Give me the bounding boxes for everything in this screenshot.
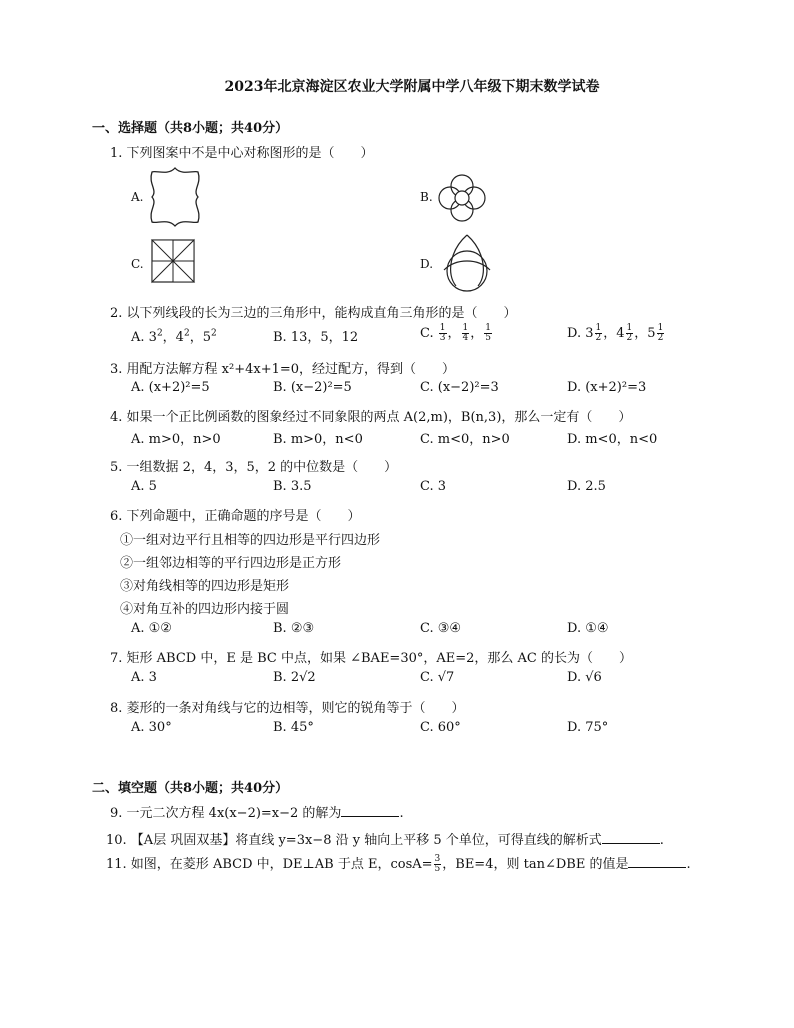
q11-answer-blank[interactable] — [628, 855, 686, 868]
four-circles-figure — [436, 172, 488, 224]
q8-option-b: B. 45° — [273, 720, 314, 735]
q2-option-c: C. $\frac{1}{3}$ ， $\frac{1}{4}$ ， $\frac{1}{5}$ — [420, 323, 491, 343]
q4-option-b: B. m>0，n<0 — [273, 432, 363, 447]
q6-statement-2: ②一组邻边相等的平行四边形是正方形 — [120, 556, 342, 571]
q8-option-c: C. 60° — [420, 720, 461, 735]
q5-option-c: C. 3 — [420, 479, 447, 494]
q6-option-c: C. ③④ — [420, 621, 462, 636]
q6-option-b: B. ②③ — [273, 621, 315, 636]
q2-option-b: B. 13，5，12 — [273, 330, 359, 345]
question-10: 10. 【A层 巩固双基】将直线 y=3x−8 沿 y 轴向上平移 5 个单位，可得直线的解析式 . — [106, 833, 664, 848]
q4-option-d: D. m<0，n<0 — [567, 432, 658, 447]
question-7-stem: 7. 矩形 ABCD 中，E 是 BC 中点，如果 ∠BAE=30°，AE=2，那么 AC 的长为（ ） — [110, 651, 633, 666]
q1-option-c-label: C. — [131, 257, 144, 271]
question-2-stem: 2. 以下列线段的长为三边的三角形中，能构成直角三角形的是（ ） — [110, 306, 517, 321]
q5-option-a: A. 5 — [131, 479, 157, 494]
q1-option-a-label: A. — [131, 190, 144, 204]
q3-option-b: B. (x−2)²=5 — [273, 380, 352, 395]
question-1-stem: 1. 下列图案中不是中心对称图形的是（ ） — [110, 146, 374, 161]
q4-option-a: A. m>0，n>0 — [131, 432, 221, 447]
question-8-stem: 8. 菱形的一条对角线与它的边相等，则它的锐角等于（ ） — [110, 701, 465, 716]
question-4-stem: 4. 如果一个正比例函数的图象经过不同象限的两点 A(2,m)，B(n,3)，那么一定有（ ） — [110, 410, 632, 425]
cloud-shape-figure — [146, 166, 204, 228]
question-3-stem: 3. 用配方法解方程 x²+4x+1=0，经过配方，得到（ ） — [110, 362, 456, 377]
q2-option-d: D. 3 $\frac{1}{2}$ ， 4 $\frac{1}{2}$ ， 5 $\frac{1}{2}$ — [567, 323, 664, 343]
exam-title: 2023年北京海淀区农业大学附属中学八年级下期末数学试卷 — [224, 79, 600, 95]
q5-option-b: B. 3.5 — [273, 479, 312, 494]
question-6-stem: 6. 下列命题中，正确命题的序号是（ ） — [110, 509, 361, 524]
q1-option-d-label: D. — [420, 257, 434, 271]
q1-option-b-label: B. — [420, 190, 433, 204]
section-choice-heading: 一、选择题（共8小题；共40分） — [92, 121, 289, 136]
q6-statement-4: ④对角互补的四边形内接于圆 — [120, 602, 290, 617]
q6-statement-3: ③对角线相等的四边形是矩形 — [120, 579, 290, 594]
q7-option-c: C. √7 — [420, 670, 455, 685]
q2-option-a: A. $3^2$，$4^2$，$5^2$ — [131, 328, 217, 345]
q8-option-a: A. 30° — [131, 720, 172, 735]
question-11: 11. 如图，在菱形 ABCD 中，DE⊥AB 于点 E，cosA= $\frac{3}{5}$ ，BE=4，则 tan∠DBE 的值是 . — [106, 854, 691, 874]
q10-answer-blank[interactable] — [602, 831, 660, 844]
q7-option-d: D. √6 — [567, 670, 602, 685]
q3-option-d: D. (x+2)²=3 — [567, 380, 647, 395]
q8-option-d: D. 75° — [567, 720, 609, 735]
question-9: 9. 一元二次方程 4x(x−2)=x−2 的解为 . — [110, 806, 404, 821]
q3-option-c: C. (x−2)²=3 — [420, 380, 499, 395]
q6-option-a: A. ①② — [131, 621, 172, 636]
q5-option-d: D. 2.5 — [567, 479, 606, 494]
section-fill-heading: 二、填空题（共8小题；共40分） — [92, 781, 289, 796]
q6-option-d: D. ①④ — [567, 621, 609, 636]
q9-answer-blank[interactable] — [341, 804, 399, 817]
question-5-stem: 5. 一组数据 2，4，3，5，2 的中位数是（ ） — [110, 460, 398, 475]
q7-option-a: A. 3 — [131, 670, 157, 685]
q3-option-a: A. (x+2)²=5 — [131, 380, 210, 395]
q4-option-c: C. m<0，n>0 — [420, 432, 510, 447]
q6-statement-1: ①一组对边平行且相等的四边形是平行四边形 — [120, 533, 381, 548]
triquetra-figure — [436, 232, 498, 292]
pinwheel-figure — [150, 238, 196, 284]
q7-option-b: B. 2√2 — [273, 670, 316, 685]
